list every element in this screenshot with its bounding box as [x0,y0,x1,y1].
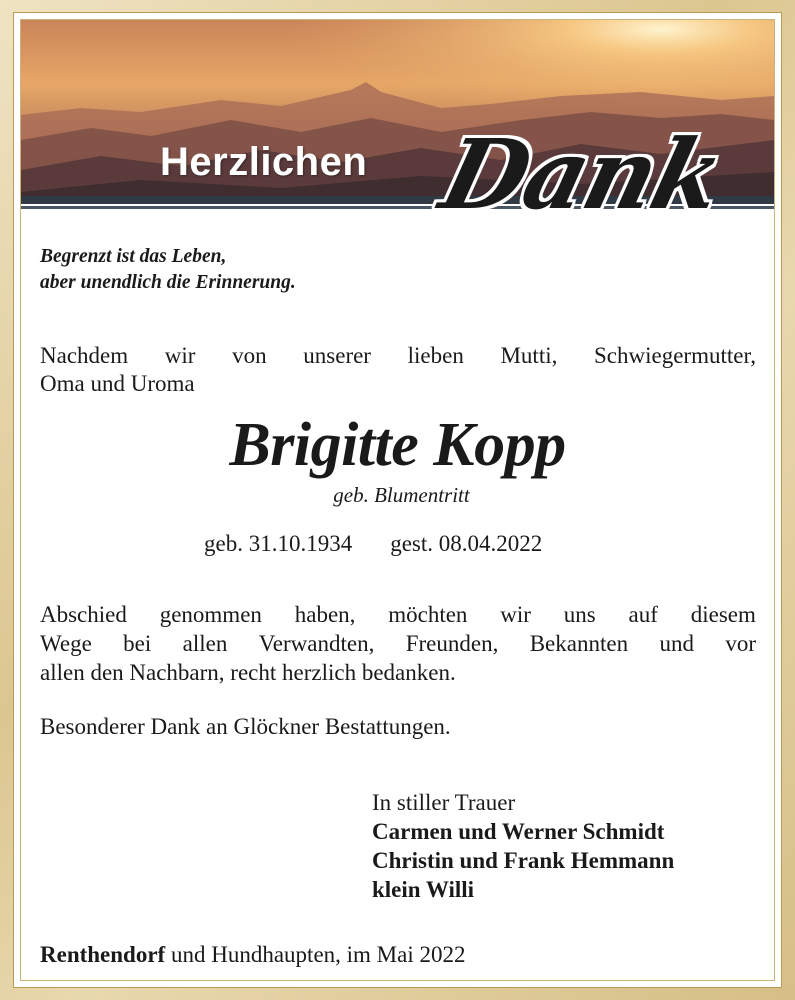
word: Abschied [40,602,127,627]
intro-text [40,342,756,398]
word: unserer [303,343,371,368]
word: wir [500,602,531,627]
word: und [659,631,694,656]
special-thanks: Besonderer Dank an Glöckner Bestattungen. [40,714,451,739]
place-bold: Renthendorf [40,942,166,967]
mourner-name: Carmen und Werner Schmidt [372,819,665,844]
mourners-block [372,788,674,904]
word: wir [164,343,196,368]
word: vor [725,631,756,656]
message-line-3: allen den Nachbarn, recht herzlich bedanken. [40,660,456,685]
word: Wege [40,631,92,656]
word: diesem [690,602,756,627]
word: Freunden, [405,631,499,656]
message-line-1 [40,600,756,629]
motto-line: aber unendlich die Erinnerung. [40,272,296,293]
mourner-name: klein Willi [372,877,475,902]
motto [40,244,296,296]
motto-line: Begrenzt ist das Leben, [40,246,227,267]
word: bei [123,631,152,656]
place-rest: und Hundhaupten, im Mai 2022 [165,942,466,967]
life-dates [204,531,542,557]
intro-line-1 [40,342,756,370]
mourner-name: Christin und Frank Hemmann [372,848,675,873]
word: Verwandten, [258,631,375,656]
death-date: gest. 08.04.2022 [390,531,543,556]
header-title-small: Herzlichen [160,140,368,184]
thanks-message [40,600,756,687]
word: von [232,343,267,368]
message-line-2 [40,629,756,658]
word: allen [182,631,228,656]
word: Mutti, [500,343,558,368]
intro-line-2: Oma und Uroma [40,371,195,396]
word: uns [563,602,596,627]
deceased-name: Brigitte Kopp [229,411,566,479]
word: auf [628,602,658,627]
word: haben, [294,602,356,627]
place-and-date [40,942,465,968]
word: Bekannten [529,631,629,656]
maiden-name: geb. Blumentritt [333,483,470,507]
word: Nachdem [40,343,129,368]
birth-date: geb. 31.10.1934 [204,531,353,556]
header-title-script: Dank [430,118,733,231]
word: genommen [159,602,262,627]
word: Schwiegermutter, [594,343,756,368]
mourners-intro: In stiller Trauer [372,790,516,815]
word: möchten [388,602,468,627]
word: lieben [407,343,464,368]
